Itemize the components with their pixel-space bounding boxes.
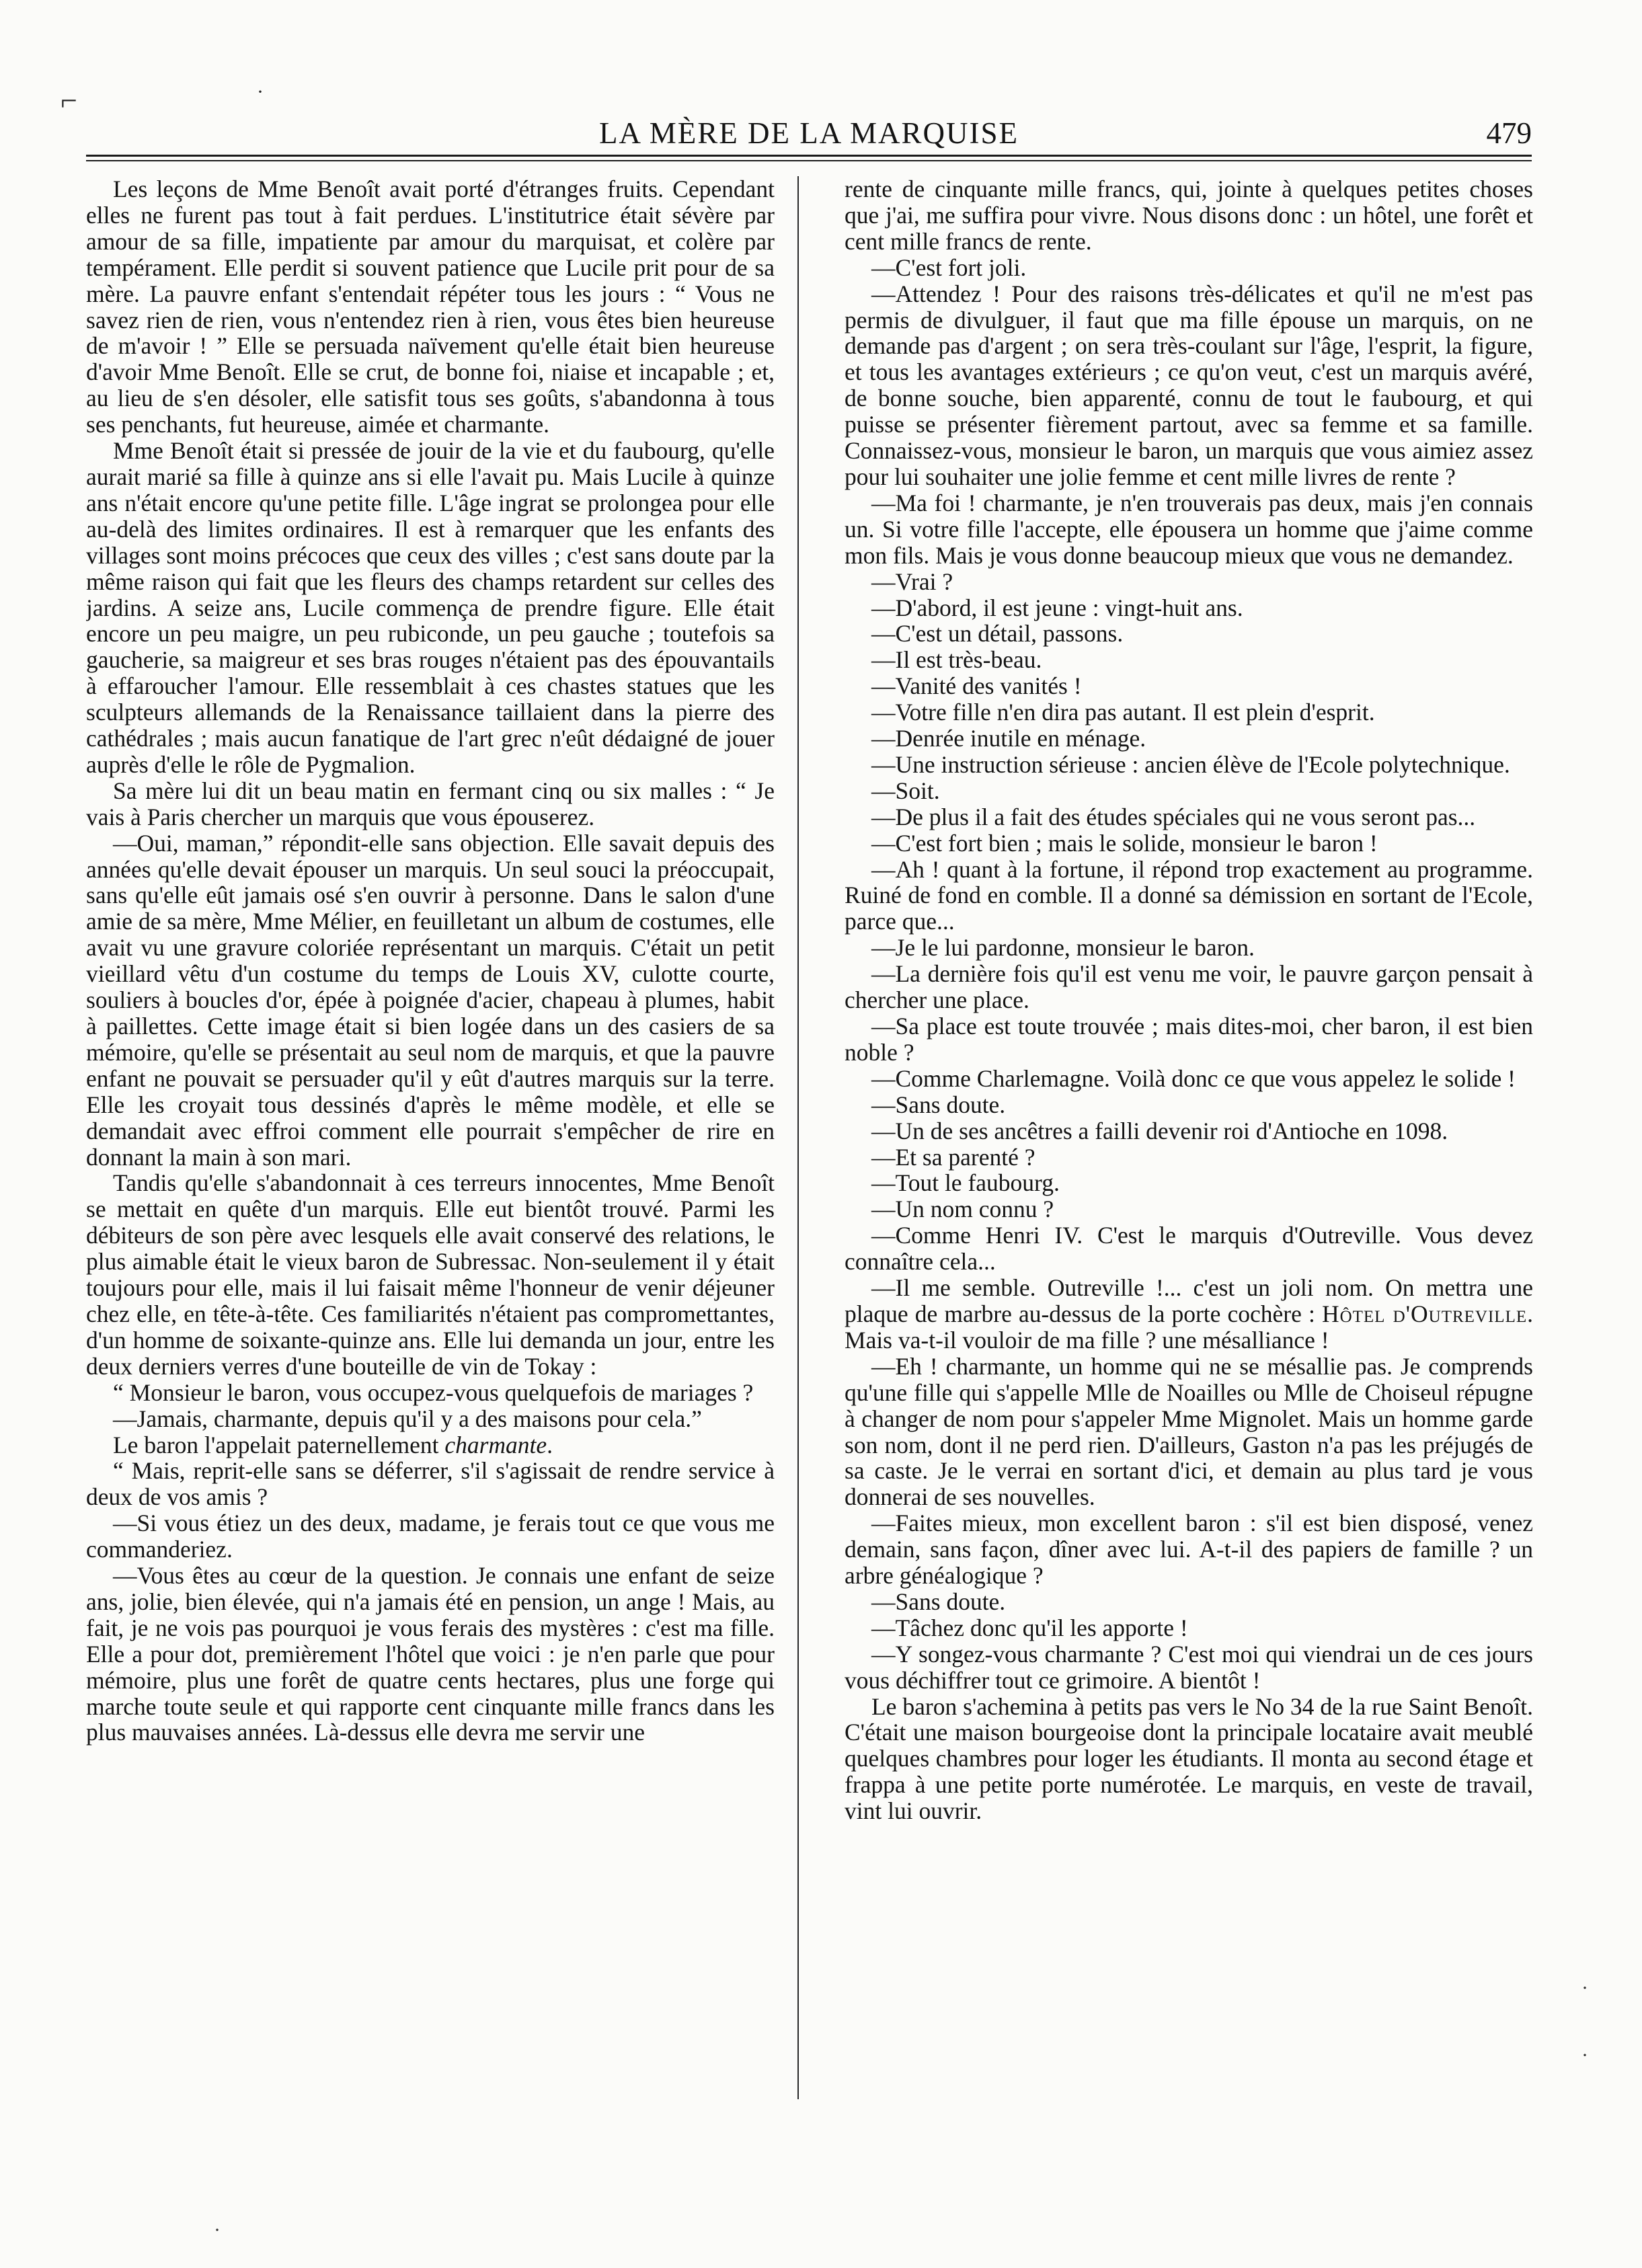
left-column: [86, 176, 775, 2099]
paragraph: —Y songez-vous charmante ? C'est moi qui viendrai un de ces jours vous déchiffrer tout ce grimoire. A bientôt !: [845, 1640, 1533, 1694]
header-rule: [86, 155, 1532, 157]
paragraph: —Eh ! charmante, un homme qui ne se mésallie pas. Je comprends qu'une fille qui s'appelle Mlle de Noailles ou Mlle de Choiseul répugne à changer de nom pour s'appeler Mme Mignolet. Mais un homme garde son nom, dont il ne perd rien. D'ailleurs, Gaston n'a pas les préjugés de sa caste. Je le verrai en sortant d'ici, et demain au plus tard je vous donnerai de ses nouvelles.: [845, 1352, 1533, 1511]
margin-dot: ·: [1581, 2044, 1588, 2066]
paragraph: —Comme Charlemagne. Voilà donc ce que vous appelez le solide !: [871, 1064, 1516, 1092]
paragraph: —Sa place est toute trouvée ; mais dites-moi, cher baron, il est bien noble ?: [845, 1013, 1533, 1066]
paragraph: rente de cinquante mille francs, qui, jointe à quelques petites choses que j'ai, me suffira pour vivre. Nous disons donc : un hôtel, une forêt et cent mille francs de rente.: [845, 176, 1533, 255]
paragraph: —Et sa parenté ?: [871, 1143, 1035, 1171]
paragraph: —Oui, maman,” répondit-elle sans objection. Elle savait depuis des années qu'elle devait épouser un marquis. Un seul souci la préoccupait, sans qu'elle eût jamais osé s'en ouvrir à personne. Dans le salon d'une amie de sa mère, Mme Mélier, en feuilletant un album de costumes, elle avait vu une gravure coloriée représentant un marquis. C'était un petit vieillard vêtu d'un costume du temps de Louis XV, culotte courte, souliers à boucles d'or, épée à poignée d'acier, chapeau à plumes, habit à paillettes. Cette image était si bien logée dans un des casiers de sa mémoire, qu'elle se présentait au seul nom de marquis, et que la pauvre enfant ne pouvait se persuader qu'il y eût d'autres marquis sur la terre. Elle les croyait tous dessinés d'après le même modèle, et elle se demandait avec effroi comment elle pourrait s'empêcher de rire en donnant la main à son mari.: [86, 829, 775, 1171]
paragraph: —D'abord, il est jeune : vingt-huit ans.: [871, 594, 1243, 621]
paragraph: “ Monsieur le baron, vous occupez-vous quelquefois de mariages ?: [113, 1378, 754, 1406]
margin-dot: ·: [257, 81, 264, 103]
paragraph: —Comme Henri IV. C'est le marquis d'Outreville. Vous devez connaître cela...: [845, 1222, 1533, 1276]
paragraph: —Sans doute.: [871, 1588, 1006, 1615]
paragraph: —Tâchez donc qu'il les apporte !: [871, 1614, 1188, 1641]
text-run: . Mais va-t-il vouloir de ma fille ? une mésalliance !: [845, 1300, 1533, 1354]
paragraph: Tandis qu'elle s'abandonnait à ces terreurs innocentes, Mme Benoît se mettait en quête d'un marquis. Elle eut bientôt trouvé. Parmi les débiteurs de son père avec lesquels elle avait conservé des relations, le plus aimable était le vieux baron de Subressac. Non-seulement il y était toujours pour elle, mais il lui faisait même l'honneur de venir déjeuner chez elle, en tête-à-tête. Ces familiarités n'étaient pas compromettantes, d'un homme de soixante-quinze ans. Elle lui demanda un jour, entre les deux derniers verres d'une bouteille de vin de Tokay :: [86, 1169, 775, 1380]
margin-dot: ·: [214, 2219, 221, 2241]
paragraph: —Un nom connu ?: [871, 1196, 1054, 1223]
margin-dot: ·: [1581, 1977, 1588, 1999]
paragraph: [845, 1275, 1533, 1354]
paragraph: —Ma foi ! charmante, je n'en trouverais pas deux, mais j'en connais un. Si votre fille l'accepte, elle épousera un homme que j'aime comme mon fils. Mais je vous donne beaucoup mieux que vous ne demandez.: [845, 489, 1533, 569]
paragraph: —La dernière fois qu'il est venu me voir, le pauvre garçon pensait à chercher une place.: [845, 960, 1533, 1014]
paragraph: —Je le lui pardonne, monsieur le baron.: [871, 934, 1255, 962]
paragraph: [86, 1432, 775, 1458]
column-divider: [797, 176, 799, 2099]
page-number: 479: [1486, 116, 1532, 150]
paragraph: —Jamais, charmante, depuis qu'il y a des maisons pour cela.”: [113, 1405, 702, 1432]
paragraph: —Sans doute.: [871, 1091, 1006, 1118]
paragraph: —Il est très-beau.: [871, 646, 1042, 674]
paragraph: —Vanité des vanités !: [871, 672, 1082, 700]
running-title: LA MÈRE DE LA MARQUISE: [598, 116, 1019, 150]
paragraph: —Tout le faubourg.: [871, 1169, 1060, 1197]
paragraph: Le baron s'achemina à petits pas vers le No 34 de la rue Saint Benoît. C'était une maison bourgeoise dont la principale locataire avait meublé quelques chambres pour loger les étudiants. Il monta au second étage et frappa à une petite porte numérotée. Le marquis, en veste de travail, vint lui ouvrir.: [845, 1692, 1533, 1825]
margin-mark: ⌐: [61, 84, 77, 117]
paragraph: —Ah ! quant à la fortune, il répond trop exactement au programme. Ruiné de fond en comble. Il a donné sa démission en sortant de l'Ecole, parce que...: [845, 855, 1533, 935]
paragraph: —Vrai ?: [871, 568, 953, 595]
paragraph: —Vous êtes au cœur de la question. Je connais une enfant de seize ans, jolie, bien élevée, qui n'a jamais été en pension, un ange ! Mais, au fait, je ne vois pas pourquoi je vous ferais des mystères : c'est ma fille. Elle a pour dot, premièrement l'hôtel que voici : je n'en parle que pour mémoire, plus une forêt de quatre cents hectares, plus une forge qui marche toute seule et qui rapporte cent cinquante mille francs dans les plus mauvaises années. Là-dessus elle devra me servir une: [86, 1562, 775, 1746]
italic-text: charmante: [444, 1431, 547, 1458]
paragraph: —Denrée inutile en ménage.: [871, 725, 1146, 752]
small-caps-text: Hôtel d'Outreville: [1321, 1300, 1528, 1327]
paragraph: Mme Benoît était si pressée de jouir de la vie et du faubourg, qu'elle aurait marié sa fille à quinze ans si elle l'avait pu. Mais Lucile à quinze ans n'était encore qu'une petite fille. L'âge ingrat se prolongea pour elle au-delà des limites ordinaires. Il est à remarquer que les enfants des villages sont moins précoces que ceux des villes ; c'est sans doute par la même raison qui fait que les fleurs des champs retardent sur celles des jardins. A seize ans, Lucile commença de prendre figure. Elle était encore un peu maigre, un peu rubiconde, un peu gauche ; toutefois sa gaucherie, sa maigreur et ses bras rouges n'étaient pas des épouvantails à effaroucher l'amour. Elle ressemblait à ces chastes statues que les sculpteurs allemands de la Renaissance taillaient dans la pierre des cathédrales ; mais aucun fanatique de l'art grec n'eût dédaigné de jouer auprès d'elle le rôle de Pygmalion.: [86, 437, 775, 778]
paragraph: —Si vous étiez un des deux, madame, je ferais tout ce que vous me commanderiez.: [86, 1510, 775, 1563]
paragraph: —Un de ses ancêtres a failli devenir roi d'Antioche en 1098.: [871, 1117, 1448, 1144]
paragraph: —Une instruction sérieuse : ancien élève de l'Ecole polytechnique.: [871, 750, 1510, 778]
header-rule-thin: [86, 160, 1532, 161]
paragraph: —De plus il a fait des études spéciales qui ne vous seront pas...: [871, 803, 1476, 830]
text-run: .: [547, 1431, 553, 1458]
paragraph: “ Mais, reprit-elle sans se déferrer, s'il s'agissait de rendre service à deux de vos amis ?: [86, 1457, 775, 1511]
paragraph: —C'est fort bien ; mais le solide, monsieur le baron !: [871, 829, 1378, 857]
paragraph: Les leçons de Mme Benoît avait porté d'étranges fruits. Cependant elles ne furent pas tout à fait perdues. L'institutrice était sévère par amour de sa fille, impatiente par amour du marquisat, et colère par tempérament. Elle perdit si souvent patience que Lucile prit pour de sa mère. La pauvre enfant s'entendait répéter tous les jours : “ Vous ne savez rien de rien, vous n'entendez rien à rien, vous êtes bien heureuse de m'avoir ! ” Elle se persuada naïvement qu'elle était bien heureuse d'avoir Mme Benoît. Elle se crut, de bonne foi, niaise et incapable ; et, au lieu de s'en désoler, elle satisfit tous ses goûts, s'abandonna à tous ses penchants, fut heureuse, aimée et charmante.: [86, 176, 775, 438]
paragraph: Sa mère lui dit un beau matin en fermant cinq ou six malles : “ Je vais à Paris chercher un marquis que vous épouserez.: [86, 777, 775, 830]
paragraph: —C'est fort joli.: [871, 253, 1027, 281]
text-run: —Il me semble. Outreville !... c'est un joli nom. On mettra une plaque de marbre au-dessus de la porte cochère :: [845, 1274, 1533, 1327]
text-run: Le baron l'appelait paternellement: [113, 1431, 445, 1458]
right-column: [845, 176, 1533, 2099]
page-header: [86, 116, 1532, 156]
paragraph: —Soit.: [871, 777, 940, 804]
paragraph: —Attendez ! Pour des raisons très-délicates et qu'il ne m'est pas permis de divulguer, il faut que ma fille épouse un marquis, on ne demande pas d'argent ; on sera très-coulant sur l'âge, l'esprit, la figure, et tous les avantages extérieurs ; ce qu'on veut, c'est un marquis avéré, de bonne souche, bien apparenté, connu de tout le faubourg, et qui puisse se présenter fièrement partout, avec sa femme et sa famille. Connaissez-vous, monsieur le baron, un marquis que vous aimiez assez pour lui souhaiter une jolie femme et cent mille livres de rente ?: [845, 280, 1533, 490]
paragraph: —Faites mieux, mon excellent baron : s'il est bien disposé, venez demain, sans façon, dîner avec lui. A-t-il des papiers de famille ? un arbre généalogique ?: [845, 1510, 1533, 1590]
paragraph: —Votre fille n'en dira pas autant. Il est plein d'esprit.: [871, 699, 1375, 726]
paragraph: —C'est un détail, passons.: [871, 620, 1124, 648]
